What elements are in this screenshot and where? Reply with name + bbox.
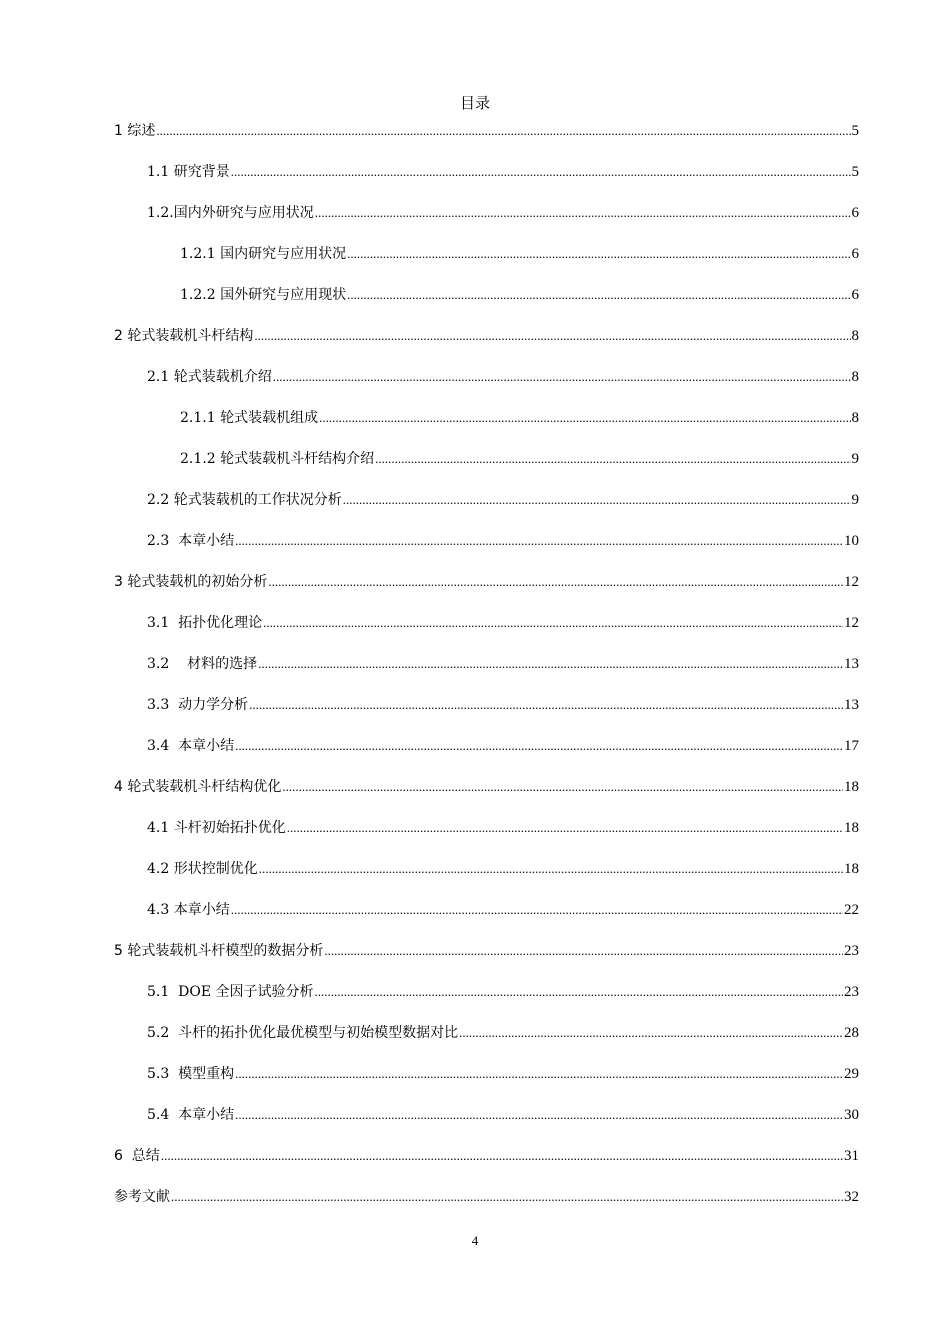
toc-entry-page: 9 bbox=[851, 492, 859, 508]
toc-entry[interactable] bbox=[180, 285, 859, 305]
toc-entry-label: 参考文献 bbox=[114, 1189, 170, 1205]
toc-dot-leader bbox=[254, 326, 850, 346]
toc-entry-label: 4 轮式装载机斗杆结构优化 bbox=[114, 779, 282, 795]
toc-entry-label: 1.1 研究背景 bbox=[147, 164, 230, 180]
toc-entry-label: 1.2.2 国外研究与应用现状 bbox=[180, 287, 347, 303]
toc-entry[interactable] bbox=[180, 408, 859, 428]
toc-entry[interactable] bbox=[114, 941, 859, 961]
toc-entry-page: 18 bbox=[844, 779, 859, 795]
toc-dot-leader bbox=[161, 1146, 843, 1166]
toc-entry[interactable] bbox=[147, 654, 859, 674]
toc-dot-leader bbox=[347, 285, 850, 305]
toc-dot-leader bbox=[315, 982, 843, 1002]
toc-entry-label: 5 轮式装载机斗杆模型的数据分析 bbox=[114, 943, 324, 959]
toc-dot-leader bbox=[235, 531, 843, 551]
toc-entry-label: 2.2 轮式装载机的工作状况分析 bbox=[147, 492, 342, 508]
toc-entry-label: 1 综述 bbox=[114, 123, 156, 139]
toc-dot-leader bbox=[156, 121, 850, 141]
toc-entry[interactable] bbox=[147, 818, 859, 838]
toc-entry-label: 2.1.1 轮式装载机组成 bbox=[180, 410, 319, 426]
toc-dot-leader bbox=[287, 818, 843, 838]
toc-title: 目录 bbox=[459, 94, 490, 112]
toc-entry[interactable] bbox=[147, 982, 859, 1002]
toc-entry-label: 3.4 本章小结 bbox=[147, 738, 235, 754]
page-number: 4 bbox=[471, 1233, 479, 1248]
toc-entry-label: 4.1 斗杆初始拓扑优化 bbox=[147, 820, 286, 836]
toc-entry-page: 31 bbox=[844, 1148, 859, 1164]
toc-entry-page: 8 bbox=[851, 410, 859, 426]
toc-entry[interactable] bbox=[180, 244, 859, 264]
toc-entry[interactable] bbox=[114, 777, 859, 797]
toc-entry-page: 10 bbox=[844, 533, 859, 549]
toc-entry-label: 6 总结 bbox=[114, 1148, 160, 1164]
toc-entry[interactable] bbox=[114, 121, 859, 141]
toc-entry-label: 3 轮式装载机的初始分析 bbox=[114, 574, 268, 590]
toc-entry-page: 30 bbox=[844, 1107, 859, 1123]
toc-entry-label: 3.1 拓扑优化理论 bbox=[147, 615, 263, 631]
toc-entry[interactable] bbox=[114, 326, 859, 346]
toc-entry-page: 9 bbox=[851, 451, 859, 467]
toc-entry[interactable] bbox=[147, 1023, 859, 1043]
toc-entry[interactable] bbox=[147, 736, 859, 756]
toc-dot-leader bbox=[231, 900, 843, 920]
toc-dot-leader bbox=[231, 162, 851, 182]
toc-entry[interactable] bbox=[147, 162, 859, 182]
toc-dot-leader bbox=[282, 777, 843, 797]
toc-entry[interactable] bbox=[147, 859, 859, 879]
toc-entry[interactable] bbox=[147, 1064, 859, 1084]
toc-dot-leader bbox=[263, 613, 843, 633]
toc-entry[interactable] bbox=[114, 1187, 859, 1207]
toc-dot-leader bbox=[235, 736, 843, 756]
toc-entry[interactable] bbox=[147, 1105, 859, 1125]
toc-entry[interactable] bbox=[147, 613, 859, 633]
toc-entry-label: 5.3 模型重构 bbox=[147, 1066, 235, 1082]
toc-dot-leader bbox=[343, 490, 851, 510]
toc-dot-leader bbox=[235, 1064, 843, 1084]
toc-entry-label: 2.3 本章小结 bbox=[147, 533, 235, 549]
toc-entry-page: 17 bbox=[844, 738, 859, 754]
toc-entry[interactable] bbox=[180, 449, 859, 469]
toc-dot-leader bbox=[459, 1023, 843, 1043]
toc-entry-page: 13 bbox=[844, 697, 859, 713]
toc-entry-page: 6 bbox=[851, 287, 859, 303]
toc-entry-label: 5.2 斗杆的拓扑优化最优模型与初始模型数据对比 bbox=[147, 1025, 459, 1041]
toc-dot-leader bbox=[347, 244, 850, 264]
toc-dot-leader bbox=[319, 408, 850, 428]
toc-dot-leader bbox=[171, 1187, 843, 1207]
toc-entry[interactable] bbox=[147, 531, 859, 551]
toc-entry[interactable] bbox=[114, 1146, 859, 1166]
toc-entry-label: 2 轮式装载机斗杆结构 bbox=[114, 328, 254, 344]
toc-entry-page: 6 bbox=[851, 246, 859, 262]
toc-entry-page: 22 bbox=[844, 902, 859, 918]
toc-entry-page: 23 bbox=[844, 943, 859, 959]
toc-entry-label: 5.1 DOE 全因子试验分析 bbox=[147, 984, 314, 1000]
toc-entry-label: 2.1 轮式装载机介绍 bbox=[147, 369, 272, 385]
toc-entry-page: 12 bbox=[844, 615, 859, 631]
toc-dot-leader bbox=[324, 941, 843, 961]
toc-entry-page: 8 bbox=[851, 328, 859, 344]
toc-dot-leader bbox=[258, 654, 843, 674]
toc-entry-label: 3.2 材料的选择 bbox=[147, 656, 258, 672]
toc-entry-page: 18 bbox=[844, 861, 859, 877]
toc-entry-label: 1.2.国内外研究与应用状况 bbox=[147, 205, 314, 221]
toc-entry-page: 28 bbox=[844, 1025, 859, 1041]
toc-entry-label: 4.2 形状控制优化 bbox=[147, 861, 258, 877]
toc-entry-label: 4.3 本章小结 bbox=[147, 902, 230, 918]
toc-dot-leader bbox=[259, 859, 843, 879]
toc-entry-page: 18 bbox=[844, 820, 859, 836]
toc-entry-page: 12 bbox=[844, 574, 859, 590]
toc-dot-leader bbox=[268, 572, 843, 592]
toc-dot-leader bbox=[273, 367, 851, 387]
toc-entry[interactable] bbox=[147, 367, 859, 387]
toc-entry-label: 3.3 动力学分析 bbox=[147, 697, 249, 713]
toc-entry-page: 8 bbox=[851, 369, 859, 385]
toc-entry[interactable] bbox=[147, 490, 859, 510]
toc-entry-label: 2.1.2 轮式装载机斗杆结构介绍 bbox=[180, 451, 375, 467]
toc-entry-page: 5 bbox=[851, 123, 859, 139]
toc-entry-label: 5.4 本章小结 bbox=[147, 1107, 235, 1123]
toc-dot-leader bbox=[375, 449, 850, 469]
toc-entry-label: 1.2.1 国内研究与应用状况 bbox=[180, 246, 347, 262]
toc-dot-leader bbox=[235, 1105, 843, 1125]
toc-entry-page: 23 bbox=[844, 984, 859, 1000]
toc-entry[interactable] bbox=[147, 900, 859, 920]
toc-entry-page: 32 bbox=[844, 1189, 859, 1205]
toc-entry[interactable] bbox=[114, 572, 859, 592]
toc-dot-leader bbox=[249, 695, 843, 715]
toc-entry-page: 13 bbox=[844, 656, 859, 672]
toc-entry-page: 6 bbox=[851, 205, 859, 221]
toc-entry[interactable] bbox=[147, 203, 859, 223]
toc-dot-leader bbox=[315, 203, 851, 223]
toc-entry-page: 5 bbox=[851, 164, 859, 180]
toc-entry[interactable] bbox=[147, 695, 859, 715]
toc-entry-page: 29 bbox=[844, 1066, 859, 1082]
